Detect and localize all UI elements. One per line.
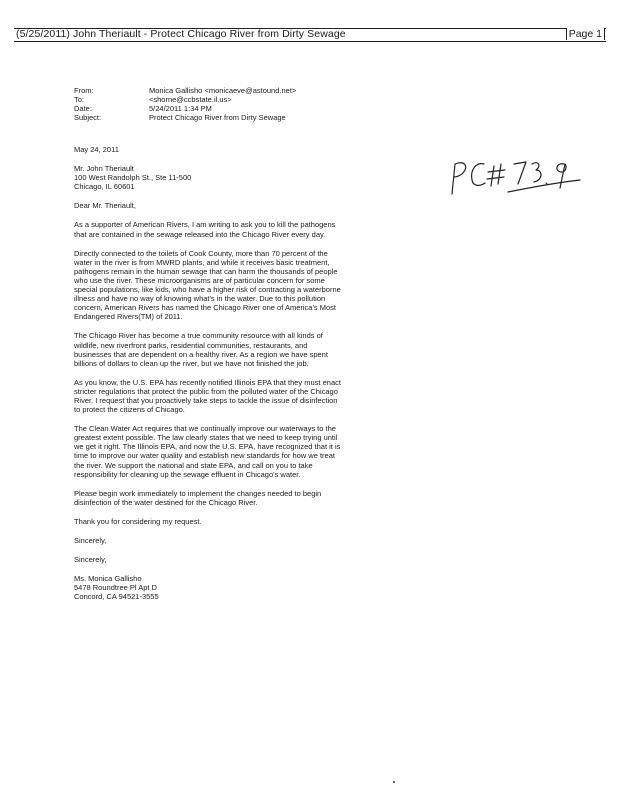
meta-value: 5/24/2011 1:34 PM	[149, 104, 212, 113]
closing: Sincerely,	[74, 555, 107, 565]
paragraph: Please begin work immediately to implement the changes needed to begin disinfection of the water destined for the Chicago River.	[74, 488, 322, 507]
meta-value: <shorne@ccbstate.il.us>	[149, 95, 232, 104]
scan-speck	[393, 781, 395, 783]
signature-block	[74, 574, 344, 601]
address-line: Mr. John Theriault	[74, 164, 134, 174]
closing: Sincerely,	[74, 536, 107, 545]
meta-row-date	[74, 104, 212, 113]
salutation: Dear Mr. Theriault,	[74, 201, 136, 211]
paragraph: The Chicago River has become a true community resource with all kinds of wildlife, new riverfront parks, residential communities, restaurants, and businesses that are dependent on a healthy river. As a region we have spent billions of dollars to clean up the river, but we have not finished the job.	[74, 331, 328, 368]
signature-line: 5478 Roundtree Pl Apt D	[74, 583, 157, 593]
handwritten-annotation	[448, 150, 588, 200]
letter-body	[74, 145, 344, 611]
meta-value: Protect Chicago River from Dirty Sewage	[149, 113, 286, 122]
signature-line: Concord, CA 94521-3555	[74, 592, 159, 602]
paragraph: Thank you for considering my request.	[74, 516, 202, 526]
paragraph: As a supporter of American Rivers, I am writing to ask you to kill the pathogens that are contained in the sewage released into the Chicago River every day.	[74, 220, 336, 239]
meta-label: Subject:	[74, 113, 102, 122]
address-line: 100 West Randolph St., Ste 11-500	[74, 173, 192, 183]
meta-row-from	[74, 86, 296, 95]
meta-value: Monica Gallisho <monicaeve@astound.net>	[149, 86, 297, 95]
paragraph: As you know, the U.S. EPA has recently notified Illinois EPA that they must enact stricter regulations that protect the public from the polluted water of the Chicago River. I request that you proactively take steps to tackle the issue of disinfection to protect the citizens of Chicago.	[74, 377, 341, 415]
meta-label: Date:	[74, 104, 92, 113]
meta-row-to	[74, 95, 232, 104]
document-title: (5/25/2011) John Theriault - Protect Chicago River from Dirty Sewage	[16, 28, 346, 40]
meta-label: From:	[74, 86, 94, 95]
recipient-address	[74, 164, 344, 191]
paragraph: Directly connected to the toilets of Cook County, more than 70 percent of the water in the river is from MWRD plants, and while it receives basic treatment, pathogens remain in the human sewage that can harm the thousands of people who use the river. These microorganisms are of particular concern for some special populations, like kids, who have a higher risk of contracting a waterborne illness and have no way of knowing what's in the water. Due to this pollution concern, American Rivers has named the Chicago River one of America's Most Endangered Rivers(TM) of 2011.	[74, 248, 341, 322]
paragraph: The Clean Water Act requires that we continually improve our waterways to the greatest extent possible. The law clearly states that we need to keep trying until we get it right. The Illinois EPA, and now the U.S. EPA, have recognized that it is time to improve our water quality and establish new standards for how we treat the river. We support the national and state EPA, and call on you to take responsibility for cleaning up the sewage effluent in Chicago's water.	[74, 424, 341, 479]
meta-label: To:	[74, 95, 85, 104]
signature-line: Ms. Monica Gallisho	[74, 574, 142, 584]
address-line: Chicago, IL 60601	[74, 182, 135, 192]
meta-row-subject	[74, 113, 286, 122]
page-number: Page 1	[566, 28, 605, 40]
letter-date: May 24, 2011	[74, 145, 119, 154]
